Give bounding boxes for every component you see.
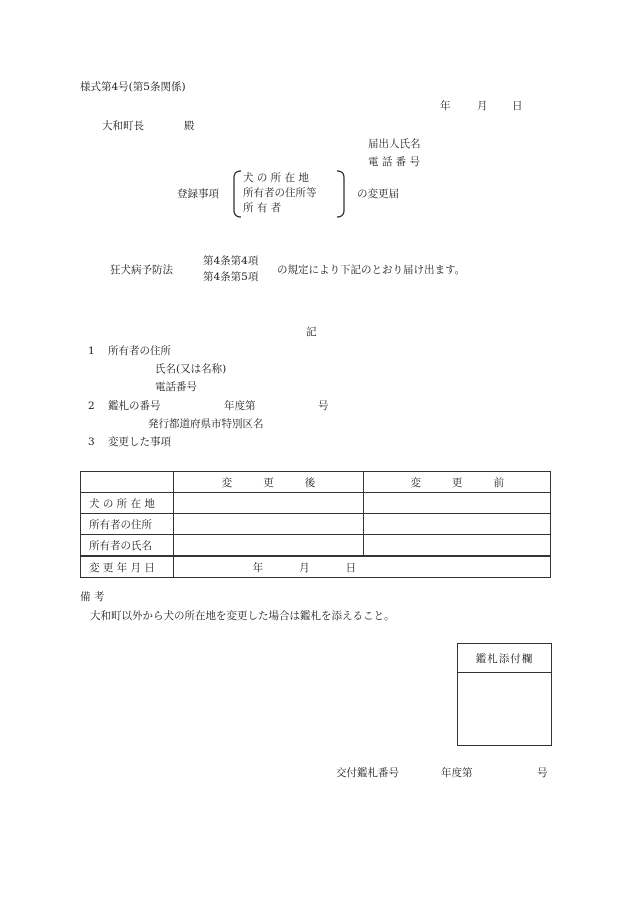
applicant-name-label: 届出人氏名	[368, 138, 421, 150]
registration-option-2: 所有者の住所等	[243, 187, 317, 199]
owner-address-after-field[interactable]	[173, 514, 364, 535]
table-row	[81, 514, 551, 535]
owner-name-before-field[interactable]	[364, 535, 551, 557]
table-row	[81, 535, 551, 557]
applicant-phone-label: 電 話 番 号	[368, 156, 421, 168]
change-table	[80, 471, 551, 578]
table-row	[81, 493, 551, 514]
change-date-month: 月	[299, 561, 310, 574]
date-year-label: 年	[440, 100, 451, 112]
addressee-honorific: 殿	[184, 120, 195, 132]
tag-box-title: 鑑札添付欄	[458, 644, 551, 673]
item1-number: 1	[88, 345, 95, 357]
item1-phone-label: 電話番号	[155, 381, 197, 393]
item2-issuer-label: 発行都道府県市特別区名	[148, 418, 264, 430]
item3-number: 3	[88, 436, 95, 448]
tag-attachment-box	[457, 643, 552, 746]
ki-heading: 記	[306, 326, 317, 338]
footer-label: 交付鑑札番号	[336, 767, 399, 779]
footer-year-label: 年度第	[441, 767, 473, 779]
change-date-field[interactable]	[173, 556, 550, 578]
date-month-label: 月	[477, 100, 488, 112]
addressee-name: 大和町長	[102, 120, 144, 132]
table-date-row	[81, 556, 551, 578]
date-day-label: 日	[512, 100, 523, 112]
law-suffix: の規定により下記のとおり届け出ます。	[277, 264, 466, 276]
item2-label: 鑑札の番号	[108, 400, 161, 412]
owner-name-after-field[interactable]	[173, 535, 364, 557]
registration-option-3: 所 有 者	[243, 202, 282, 214]
change-date-day: 日	[345, 561, 357, 574]
header-before: 変 更 前	[364, 472, 551, 493]
dog-location-after-field[interactable]	[173, 493, 364, 514]
item2-year-label: 年度第	[224, 400, 256, 412]
row-label-owner-address: 所有者の住所	[81, 514, 174, 535]
law-article-2: 第4条第5項	[203, 271, 259, 283]
dog-location-before-field[interactable]	[364, 493, 551, 514]
header-after: 変 更 後	[173, 472, 364, 493]
item3-label: 変更した事項	[108, 436, 171, 448]
item2-number-label: 号	[318, 400, 329, 412]
item2-number: 2	[88, 400, 95, 412]
table-header-row	[81, 472, 551, 493]
item1-name-label: 氏名(又は名称)	[155, 363, 227, 375]
footer-number-label: 号	[537, 767, 548, 779]
change-date-year: 年	[252, 561, 264, 574]
remarks-title: 備 考	[80, 591, 105, 603]
registration-suffix: の変更届	[357, 188, 399, 200]
registration-label: 登録事項	[177, 188, 219, 200]
row-label-change-date: 変 更 年 月 日	[81, 556, 174, 578]
remarks-text: 大和町以外から犬の所在地を変更した場合は鑑札を添えること。	[90, 610, 395, 622]
row-label-dog-location: 犬 の 所 在 地	[81, 493, 174, 514]
right-bracket	[336, 170, 346, 218]
law-article-1: 第4条第4項	[203, 255, 259, 267]
law-name: 狂犬病予防法	[110, 264, 173, 276]
registration-option-1: 犬 の 所 在 地	[243, 172, 309, 184]
header-empty-cell	[81, 472, 174, 493]
left-bracket	[232, 170, 242, 218]
row-label-owner-name: 所有者の氏名	[81, 535, 174, 557]
owner-address-before-field[interactable]	[364, 514, 551, 535]
item1-label: 所有者の住所	[108, 345, 171, 357]
form-label: 様式第4号(第5条関係)	[80, 81, 186, 93]
